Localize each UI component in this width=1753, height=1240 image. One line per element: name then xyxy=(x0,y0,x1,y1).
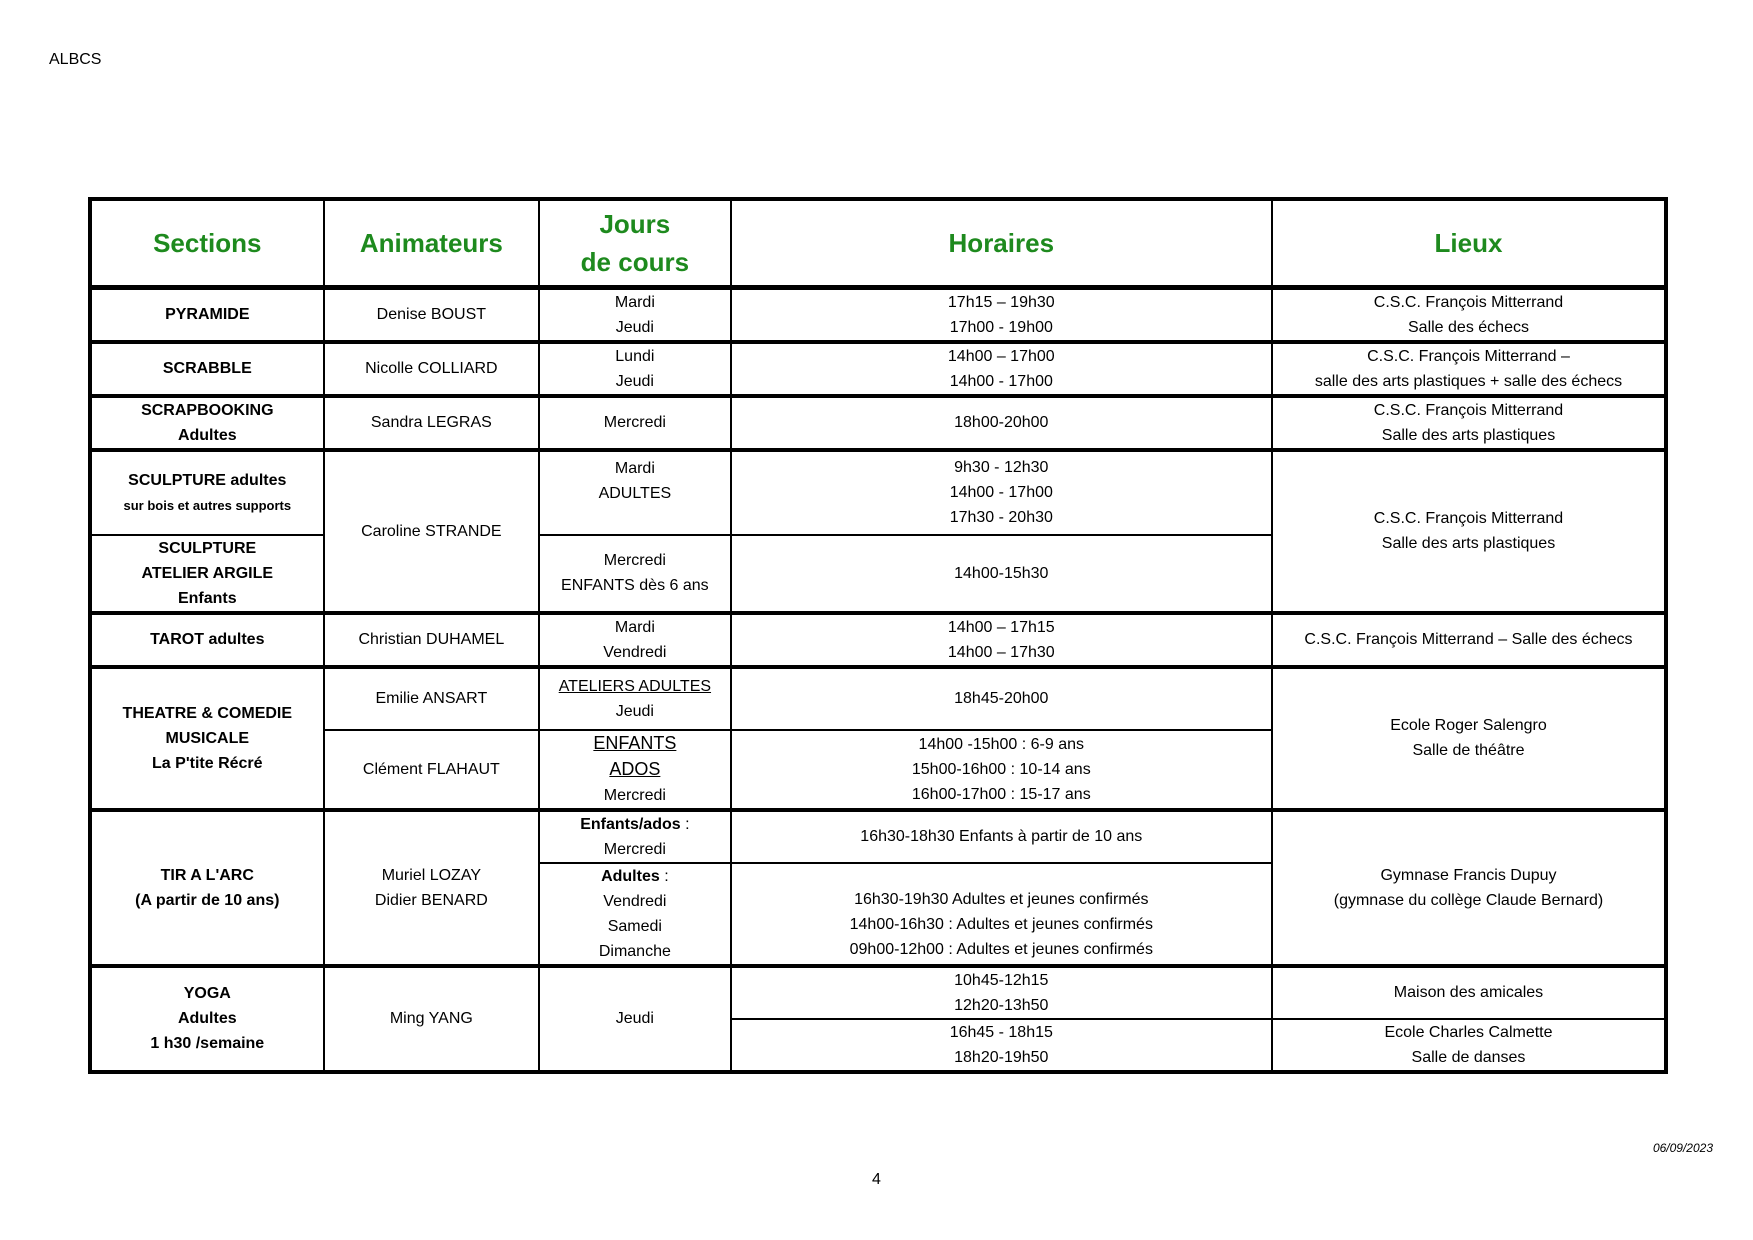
jour-text: Mardi xyxy=(614,459,655,477)
lieu-text: Salle de danses xyxy=(1411,1048,1526,1066)
horaire-text: 14h00-16h30 : Adultes et jeunes confirmés xyxy=(849,915,1153,933)
section-text: TIR A L'ARC xyxy=(160,866,254,884)
horaire-text: 17h30 - 20h30 xyxy=(949,509,1053,526)
section-text: (A partir de 10 ans) xyxy=(135,891,280,909)
lieu-text: Ecole Charles Calmette xyxy=(1384,1023,1553,1041)
horaires-cell xyxy=(731,342,1272,396)
horaires-cell xyxy=(731,450,1272,535)
horaire-text: 10h45-12h15 xyxy=(954,971,1049,989)
section-cell xyxy=(90,667,324,810)
horaires-cell xyxy=(731,730,1272,810)
section-cell xyxy=(90,810,324,966)
jour-text: Lundi xyxy=(615,347,655,365)
table-row xyxy=(90,613,1666,667)
page-number: 4 xyxy=(872,1171,881,1188)
section-text: SCRAPBOOKING xyxy=(141,401,274,419)
section-cell: PYRAMIDE xyxy=(90,287,324,342)
jour-text: ATELIERS ADULTES xyxy=(558,677,712,695)
horaire-text: 14h00 - 17h00 xyxy=(949,484,1053,501)
jour-text: ENFANTS xyxy=(593,732,677,753)
horaires-cell xyxy=(731,966,1272,1019)
horaire-text: 17h00 - 19h00 xyxy=(949,318,1053,336)
jour-text: Mardi xyxy=(614,618,655,636)
jour-text: Mardi xyxy=(614,293,655,311)
section-cell xyxy=(90,535,324,613)
header-sections: Sections xyxy=(90,199,324,287)
schedule-table xyxy=(88,197,1668,1074)
header-lieux: Lieux xyxy=(1272,199,1666,287)
lieu-text: Gymnase Francis Dupuy xyxy=(1380,866,1557,884)
header-jours-line2: de cours xyxy=(580,246,690,277)
table-row xyxy=(90,966,1666,1019)
jour-suffix: : xyxy=(659,867,669,885)
animateur-cell: Nicolle COLLIARD xyxy=(324,342,540,396)
section-cell xyxy=(90,966,324,1072)
lieux-cell xyxy=(1272,342,1666,396)
jours-cell xyxy=(539,535,730,613)
lieu-text: (gymnase du collège Claude Bernard) xyxy=(1333,891,1604,909)
section-text: La P'tite Récré xyxy=(152,754,263,772)
section-cell xyxy=(90,450,324,535)
lieu-text: Salle de théâtre xyxy=(1412,742,1525,759)
horaire-text: 17h15 – 19h30 xyxy=(947,293,1055,311)
lieux-cell xyxy=(1272,1019,1666,1072)
horaires-cell: 16h30-18h30 Enfants à partir de 10 ans xyxy=(731,810,1272,863)
jour-text: Dimanche xyxy=(598,942,671,960)
header-horaires: Horaires xyxy=(731,199,1272,287)
horaire-text: 14h00 – 17h15 xyxy=(947,618,1055,636)
lieu-text: C.S.C. François Mitterrand – xyxy=(1367,347,1570,365)
jour-text: Jeudi xyxy=(615,372,654,390)
jour-text: Vendredi xyxy=(603,643,667,661)
jours-cell xyxy=(539,287,730,342)
jour-text: Samedi xyxy=(607,917,662,935)
animateur-cell: Denise BOUST xyxy=(324,287,540,342)
jour-text: Mercredi xyxy=(603,786,666,804)
jours-cell: Mercredi xyxy=(539,396,730,450)
section-text: Adultes xyxy=(177,426,237,444)
horaire-text: 12h20-13h50 xyxy=(954,996,1049,1014)
horaires-cell xyxy=(731,613,1272,667)
header-animateurs: Animateurs xyxy=(324,199,540,287)
section-cell: TAROT adultes xyxy=(90,613,324,667)
lieux-cell xyxy=(1272,287,1666,342)
header-jours xyxy=(539,199,730,287)
lieux-cell xyxy=(1272,810,1666,966)
jour-text: Vendredi xyxy=(603,892,667,910)
lieu-text: Salle des arts plastiques xyxy=(1381,535,1556,552)
jours-cell xyxy=(539,342,730,396)
table-row xyxy=(90,450,1666,535)
animateur-text: Muriel LOZAY xyxy=(381,866,481,884)
table-row xyxy=(90,396,1666,450)
table-row xyxy=(90,342,1666,396)
jours-cell xyxy=(539,613,730,667)
lieu-text: Ecole Roger Salengro xyxy=(1390,717,1547,734)
animateur-cell: Clément FLAHAUT xyxy=(324,730,540,810)
horaires-cell xyxy=(731,863,1272,966)
document-date: 06/09/2023 xyxy=(1652,1141,1713,1155)
jour-text: Jeudi xyxy=(615,318,654,336)
section-text: ATELIER ARGILE xyxy=(141,564,274,582)
lieux-cell xyxy=(1272,450,1666,613)
table-row xyxy=(90,287,1666,342)
horaire-text: 14h00 -15h00 : 6-9 ans xyxy=(918,735,1085,753)
header-jours-line1: Jours xyxy=(599,208,671,239)
jour-suffix: : xyxy=(680,815,690,833)
section-cell xyxy=(90,396,324,450)
jours-cell: Jeudi xyxy=(539,966,730,1072)
animateur-cell: Sandra LEGRAS xyxy=(324,396,540,450)
lieu-text: Salle des arts plastiques xyxy=(1381,426,1556,444)
lieu-text: C.S.C. François Mitterrand xyxy=(1373,401,1564,419)
lieux-cell: Maison des amicales xyxy=(1272,966,1666,1019)
lieux-cell xyxy=(1272,396,1666,450)
animateur-cell: Christian DUHAMEL xyxy=(324,613,540,667)
jour-text: ADOS xyxy=(609,758,661,779)
animateur-cell: Caroline STRANDE xyxy=(324,450,540,613)
horaire-text: 9h30 - 12h30 xyxy=(954,459,1049,476)
jour-text: Enfants/ados xyxy=(580,815,681,833)
lieux-cell: C.S.C. François Mitterrand – Salle des échecs xyxy=(1272,613,1666,667)
jour-text: Jeudi xyxy=(615,702,654,720)
horaire-text: 14h00 – 17h30 xyxy=(947,643,1055,661)
table-header-row xyxy=(90,199,1666,287)
jours-cell xyxy=(539,810,730,863)
animateur-cell xyxy=(324,810,540,966)
section-text: MUSICALE xyxy=(165,729,250,747)
section-text: YOGA xyxy=(183,985,231,1002)
section-text: 1 h30 /semaine xyxy=(150,1035,265,1052)
horaire-text: 16h45 - 18h15 xyxy=(949,1023,1053,1041)
section-text: Enfants xyxy=(177,589,237,607)
animateur-cell: Emilie ANSART xyxy=(324,667,540,730)
jours-cell xyxy=(539,667,730,730)
horaire-text: 15h00-16h00 : 10-14 ans xyxy=(911,760,1091,778)
lieu-text: Salle des échecs xyxy=(1408,318,1529,336)
jour-text: Mercredi xyxy=(603,840,666,858)
horaire-text: 16h30-19h30 Adultes et jeunes confirmés xyxy=(854,890,1149,908)
jour-text: ENFANTS dès 6 ans xyxy=(561,577,709,594)
section-text: SCULPTURE xyxy=(158,539,257,557)
jours-cell xyxy=(539,730,730,810)
animateur-text: Didier BENARD xyxy=(374,891,488,909)
horaires-cell xyxy=(731,1019,1272,1072)
jour-text: Mercredi xyxy=(603,552,666,569)
horaire-text: 16h00-17h00 : 15-17 ans xyxy=(911,785,1091,803)
horaires-cell xyxy=(731,287,1272,342)
section-text: THEATRE & COMEDIE xyxy=(122,704,293,722)
table-row xyxy=(90,667,1666,730)
horaires-cell: 14h00-15h30 xyxy=(731,535,1272,613)
jour-text: Adultes xyxy=(601,867,660,885)
animateur-cell: Ming YANG xyxy=(324,966,540,1072)
horaire-text: 14h00 - 17h00 xyxy=(949,372,1053,390)
section-text: Adultes xyxy=(177,1010,237,1027)
jours-cell xyxy=(539,863,730,966)
jours-cell xyxy=(539,450,730,535)
lieu-text: salle des arts plastiques + salle des échecs xyxy=(1314,372,1623,390)
lieu-text: C.S.C. François Mitterrand xyxy=(1373,510,1564,527)
table-row xyxy=(90,810,1666,863)
organization-name: ALBCS xyxy=(49,51,102,68)
jour-text: ADULTES xyxy=(598,484,672,502)
section-text: SCULPTURE adultes xyxy=(128,471,287,489)
horaires-cell: 18h00-20h00 xyxy=(731,396,1272,450)
lieu-text: C.S.C. François Mitterrand xyxy=(1373,293,1564,311)
section-cell: SCRABBLE xyxy=(90,342,324,396)
horaire-text: 09h00-12h00 : Adultes et jeunes confirmés xyxy=(849,940,1153,958)
horaire-text: 14h00 – 17h00 xyxy=(947,347,1055,365)
horaires-cell: 18h45-20h00 xyxy=(731,667,1272,730)
lieux-cell xyxy=(1272,667,1666,810)
horaire-text: 18h20-19h50 xyxy=(954,1048,1049,1066)
section-subtext: sur bois et autres supports xyxy=(123,497,292,513)
